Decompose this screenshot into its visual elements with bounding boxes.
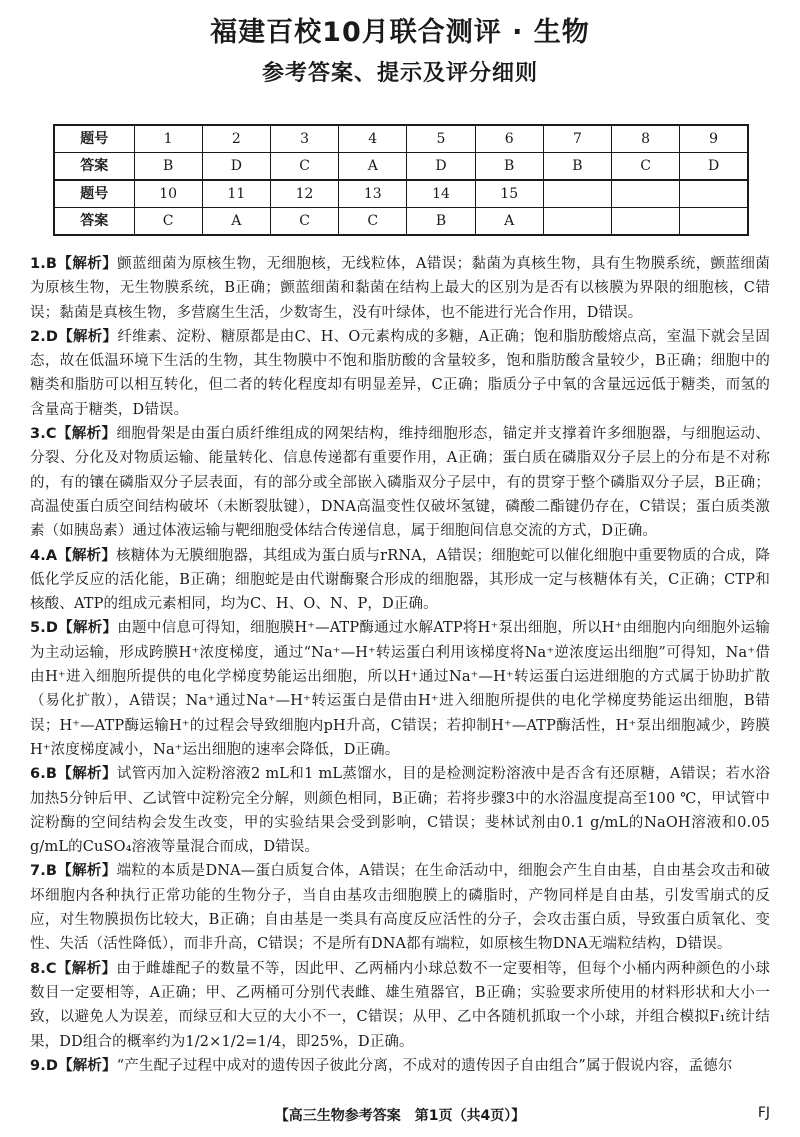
table-cell: 10: [134, 180, 202, 208]
page-footer: 【高三生物参考答案 第1页（共4页）】: [274, 1108, 526, 1124]
item-label: 【解析】: [57, 766, 117, 783]
table-cell: 14: [407, 180, 475, 208]
table-header-cell: 答案: [54, 153, 134, 181]
item-label: 【解析】: [57, 863, 117, 880]
item-label: 【解析】: [57, 256, 118, 272]
table-cell: A: [475, 208, 543, 236]
item-number: 5.D: [30, 620, 59, 637]
item-number: 3.C: [30, 426, 57, 443]
table-cell: C: [270, 208, 338, 236]
item-text: 颤蓝细菌为原核生物，无细胞核，无线粒体，A错误；黏菌为真核生物，具有生物膜系统，颤蓝细菌为原核生物，无生物膜系统，B正确；颤蓝细菌和黏菌在结构上最大的区别为是否有以核膜为界限的细胞核，C错误；黏菌是真核生物，多营腐生生活，少数寄生，没有叶绿体，也不能进行光合作用，D错误。: [30, 256, 770, 321]
table-cell: 4: [339, 125, 407, 153]
table-cell: 13: [339, 180, 407, 208]
item-number: 2.D: [30, 328, 59, 345]
explanation-item: [30, 252, 770, 325]
item-text: 由题中信息可得知，细胞膜H⁺—ATP酶通过水解ATP将H⁺泵出细胞，所以H⁺由细胞内向细胞外运输为主动运输，形成跨膜H⁺浓度梯度，通过“Na⁺—H⁺转运蛋白利用该梯度将Na⁺逆浓度运出细胞”可得知，Na⁺借由H⁺进入细胞所提供的电化学梯度势能运出细胞，所以H⁺通过Na⁺—H⁺转运蛋白运进细胞的方式属于协助扩散（易化扩散），A错误；Na⁺通过Na⁺—H⁺转运蛋白是借由H⁺进入细胞所提供的电化学梯度势能运出细胞，B错误；H⁺—ATP酶运输H⁺的过程会导致细胞内pH升高，C错误；若抑制H⁺—ATP酶活性，H⁺泵出细胞减少，跨膜H⁺浓度梯度减小，Na⁺运出细胞的速率会降低，D正确。: [30, 620, 770, 758]
table-header-cell: 题号: [54, 125, 134, 153]
table-cell: B: [134, 153, 202, 181]
explanation-item: [30, 422, 770, 543]
table-cell: 7: [543, 125, 611, 153]
table-row: [54, 125, 748, 153]
table-header-cell: 题号: [54, 180, 134, 208]
table-cell: A: [339, 153, 407, 181]
answer-explanations: [30, 252, 770, 1078]
table-cell: C: [134, 208, 202, 236]
item-text: 端粒的本质是DNA—蛋白质复合体，A错误；在生命活动中，细胞会产生自由基，自由基会攻击和破坏细胞内各种执行正常功能的生物分子，当自由基攻击细胞膜上的磷脂时，产物同样是自由基，引发雪崩式的反应，对生物膜损伤比较大，B正确；自由基是一类具有高度反应活性的分子，会攻击蛋白质，导致蛋白质氧化、变性、失活（活性降低），而非升高，C错误；不是所有DNA都有端粒，如原核生物DNA无端粒结构，D错误。: [30, 863, 770, 953]
document-title: 福建百校10月联合测评 · 生物: [210, 17, 590, 48]
item-label: 【解析】: [58, 1057, 117, 1074]
table-row: [54, 153, 748, 181]
table-cell: 15: [475, 180, 543, 208]
table-cell: C: [270, 153, 338, 181]
table-cell: 11: [202, 180, 270, 208]
document-subtitle: 参考答案、提示及评分细则: [261, 61, 538, 86]
explanation-item: [30, 762, 770, 859]
table-cell: B: [475, 153, 543, 181]
table-cell: 8: [612, 125, 680, 153]
table-cell: 12: [270, 180, 338, 208]
table-cell: B: [543, 153, 611, 181]
item-label: 【解析】: [58, 328, 118, 345]
table-cell: [680, 208, 748, 236]
table-cell: 6: [475, 125, 543, 153]
explanation-item: [30, 325, 770, 422]
table-cell: [680, 180, 748, 208]
table-cell: 3: [270, 125, 338, 153]
explanation-item: [30, 859, 770, 956]
item-number: 1.B: [30, 256, 58, 272]
item-text: 由于雌雄配子的数量不等，因此甲、乙两桶内小球总数不一定要相等，但每个小桶内两种颜色的小球数目一定要相等，A正确；甲、乙两桶可分别代表雌、雄生殖器官，B正确；实验要求所使用的材料形状和大小一致，以避免人为误差，而绿豆和大豆的大小不一，C错误；从甲、乙中各随机抓取一个小球，并组合模拟F₁统计结果，DD组合的概率约为1/2×1/2=1/4，即25%，D正确。: [30, 960, 770, 1050]
item-text: 核糖体为无膜细胞器，其组成为蛋白质与rRNA，A错误；细胞蛇可以催化细胞中重要物质的合成，降低化学反应的活化能，B正确；细胞蛇是由代谢酶聚合形成的细胞器，其形成一定与核糖体有关，C正确；CTP和核酸、ATP的组成元素相同，均为C、H、O、N、P，D正确。: [30, 547, 770, 613]
item-number: 9.D: [30, 1057, 59, 1074]
table-row: [54, 180, 748, 208]
item-number: 8.C: [30, 960, 57, 977]
table-cell: 5: [407, 125, 475, 153]
table-cell: D: [202, 153, 270, 181]
table-cell: B: [407, 208, 475, 236]
item-label: 【解析】: [58, 620, 118, 637]
table-cell: C: [612, 153, 680, 181]
item-label: 【解析】: [56, 426, 117, 443]
item-text: 试管丙加入淀粉溶液2 mL和1 mL蒸馏水，目的是检测淀粉溶液中是否含有还原糖，A错误；若水浴加热5分钟后甲、乙试管中淀粉完全分解，则颜色相同，B正确；若将步骤3中的水浴温度提高至100 ℃，甲试管中淀粉酶的空间结构会发生改变，甲的实验结果会受到影响，C错误；斐林试剂由0.1 g/mL的NaOH溶液和0.05 g/mL的CuSO₄溶液等量混合而成，D错误。: [30, 766, 770, 856]
item-label: 【解析】: [57, 547, 117, 564]
answer-table: [53, 124, 749, 236]
item-text: 纤维素、淀粉、糖原都是由C、H、O元素构成的多糖，A正确；饱和脂肪酸熔点高，室温下就会呈固态，故在低温环境下生活的生物，其生物膜中不饱和脂肪酸的含量较多，饱和脂肪酸含量较少，B正确；细胞中的糖类和脂肪可以相互转化，但二者的转化程度却有明显差异，C正确；脂质分子中氧的含量远远低于糖类，而氢的含量高于糖类，D错误。: [30, 328, 770, 418]
explanation-item: [30, 1054, 770, 1078]
explanation-item: [30, 616, 770, 762]
item-text: 细胞骨架是由蛋白质纤维组成的网架结构，维持细胞形态，锚定并支撑着许多细胞器，与细胞运动、分裂、分化及对物质运输、能量转化、信息传递都有重要作用，A正确；蛋白质在磷脂双分子层上的分布是不对称的，有的镶在磷脂双分子层表面，有的部分或全部嵌入磷脂双分子层中，有的贯穿于整个磷脂双分子层，B正确；高温使蛋白质空间结构破坏（未断裂肽键），DNA高温变性仅破坏氢键，磷酸二酯键仍存在，C错误；蛋白质类激素（如胰岛素）通过体液运输与靶细胞受体结合传递信息，属于细胞间信息交流的方式，D正确。: [30, 426, 770, 540]
table-cell: 9: [680, 125, 748, 153]
item-label: 【解析】: [56, 960, 117, 977]
table-cell: D: [680, 153, 748, 181]
table-cell: [612, 208, 680, 236]
item-number: 4.A: [30, 547, 58, 564]
table-row: [54, 208, 748, 236]
item-number: 6.B: [30, 766, 58, 783]
region-code: FJ: [757, 1105, 770, 1121]
item-text: “产生配子过程中成对的遗传因子彼此分离，不成对的遗传因子自由组合”属于假说内容，孟德尔: [116, 1057, 733, 1074]
table-cell: [543, 208, 611, 236]
table-cell: D: [407, 153, 475, 181]
table-cell: 1: [134, 125, 202, 153]
table-cell: [612, 180, 680, 208]
table-cell: 2: [202, 125, 270, 153]
table-cell: A: [202, 208, 270, 236]
table-cell: C: [339, 208, 407, 236]
table-header-cell: 答案: [54, 208, 134, 236]
explanation-item: [30, 544, 770, 617]
explanation-item: [30, 957, 770, 1054]
table-cell: [543, 180, 611, 208]
item-number: 7.B: [30, 863, 58, 880]
